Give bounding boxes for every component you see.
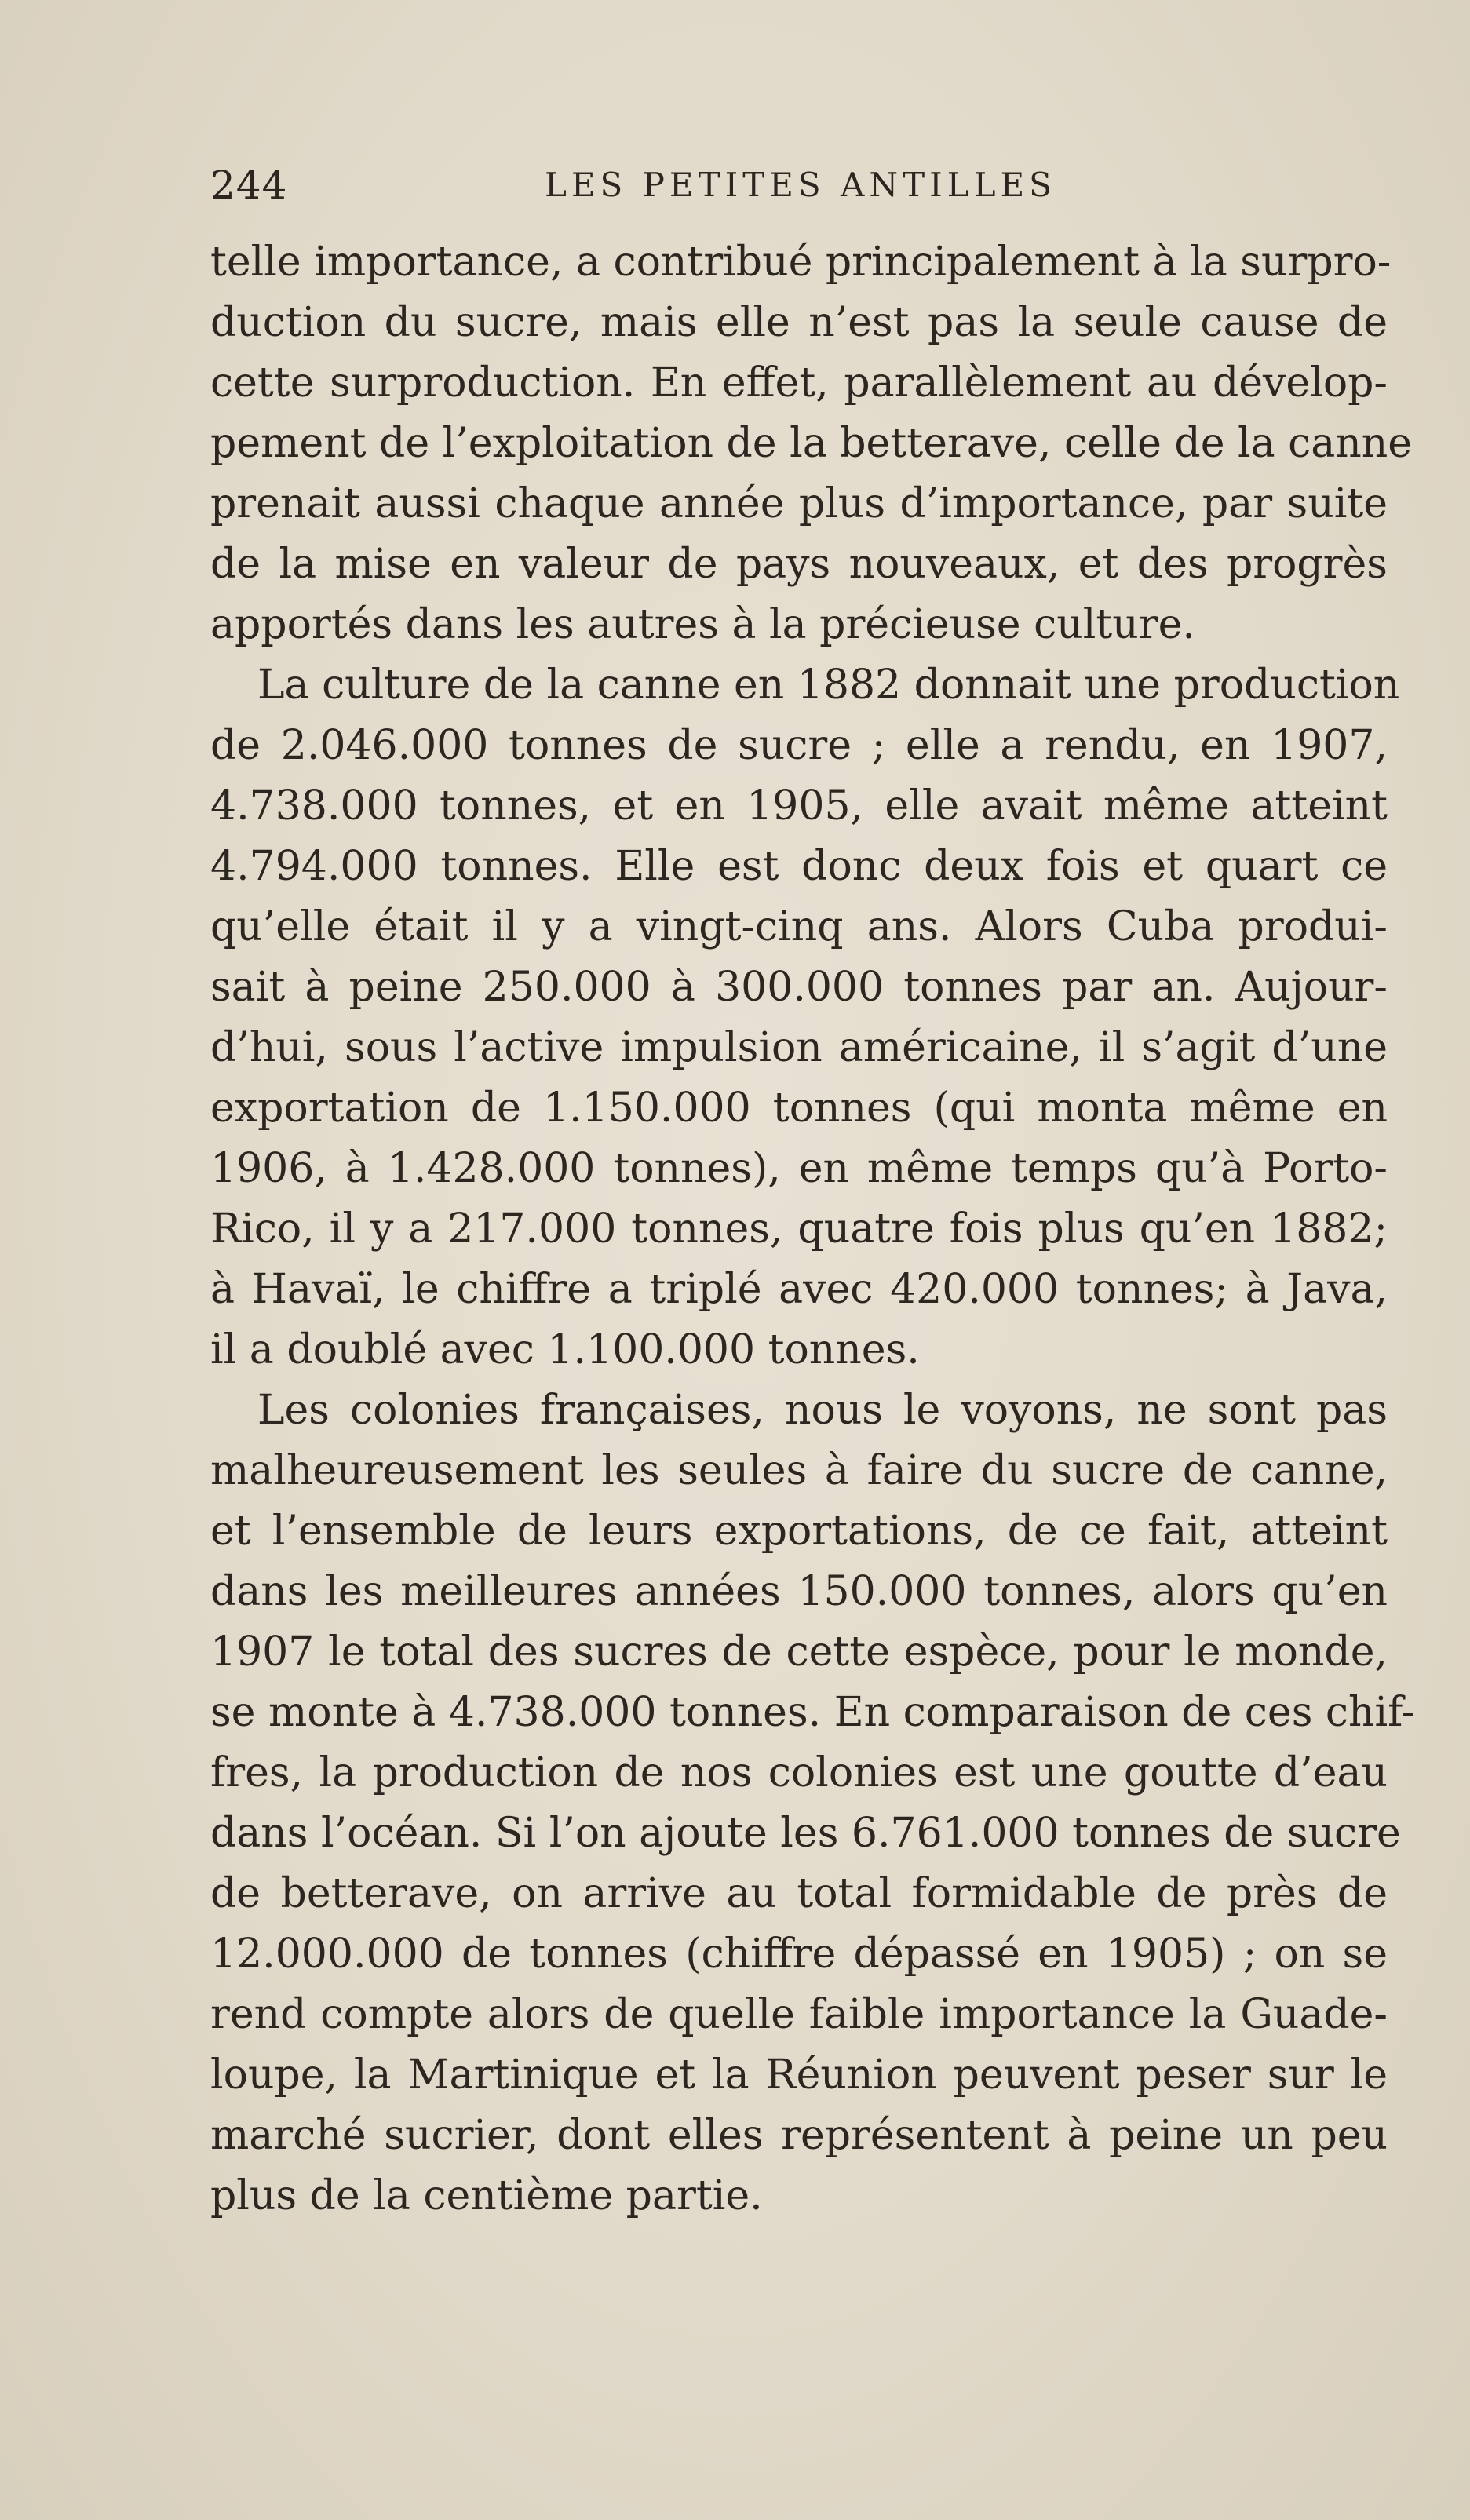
text-line: 1906, à 1.428.000 tonnes), en même temps qu’à Porto- <box>210 1145 1388 1192</box>
text-line: sait à peine 250.000 à 300.000 tonnes par an. Aujour- <box>210 964 1388 1011</box>
text-line: duction du sucre, mais elle n’est pas la seule cause de <box>210 299 1388 346</box>
text-line: marché sucrier, dont elles représentent à peine un peu <box>210 2112 1388 2159</box>
text-line: 4.794.000 tonnes. Elle est donc deux fois et quart ce <box>210 843 1388 890</box>
text-line: dans l’océan. Si l’on ajoute les 6.761.000 tonnes de sucre <box>210 1810 1401 1857</box>
text-line: fres, la production de nos colonies est une goutte d’eau <box>210 1749 1388 1796</box>
page-number: 244 <box>210 162 288 208</box>
text-line: dans les meilleures années 150.000 tonnes, alors qu’en <box>210 1568 1388 1615</box>
text-line: rend compte alors de quelle faible importance la Guade- <box>210 1991 1388 2038</box>
text-line: malheureusement les seules à faire du sucre de canne, <box>210 1447 1388 1494</box>
text-line: loupe, la Martinique et la Réunion peuvent peser sur le <box>210 2051 1388 2099</box>
text-line: de 2.046.000 tonnes de sucre ; elle a rendu, en 1907, <box>210 722 1388 769</box>
text-line: qu’elle était il y a vingt-cinq ans. Alors Cuba produi- <box>210 903 1388 950</box>
text-line: se monte à 4.738.000 tonnes. En comparaison de ces chif- <box>210 1689 1416 1736</box>
text-line: telle importance, a contribué principalement à la surpro- <box>210 239 1392 286</box>
text-line: apportés dans les autres à la précieuse culture. <box>210 601 1195 648</box>
text-line: pement de l’exploitation de la betterave, celle de la canne <box>210 420 1413 467</box>
text-line: et l’ensemble de leurs exportations, de ce fait, atteint <box>210 1508 1388 1555</box>
text-line: exportation de 1.150.000 tonnes (qui monta même en <box>210 1085 1388 1132</box>
text-line: plus de la centième partie. <box>210 2172 763 2219</box>
text-line: à Havaï, le chiffre a triplé avec 420.000 tonnes; à Java, <box>210 1266 1388 1313</box>
text-line: de betterave, on arrive au total formidable de près de <box>210 1870 1388 1917</box>
text-line: Rico, il y a 217.000 tonnes, quatre fois plus qu’en 1882; <box>210 1205 1388 1253</box>
text-line: Les colonies françaises, nous le voyons, ne sont pas <box>257 1387 1388 1434</box>
body-text <box>210 232 1416 2226</box>
text-line: cette surproduction. En effet, parallèlement au dévelop- <box>210 359 1388 407</box>
text-line: 4.738.000 tonnes, et en 1905, elle avait même atteint <box>210 782 1388 830</box>
text-line: il a doublé avec 1.100.000 tonnes. <box>210 1326 920 1373</box>
text-line: d’hui, sous l’active impulsion américaine, il s’agit d’une <box>210 1024 1388 1071</box>
running-head <box>210 154 1388 217</box>
text-line: 1907 le total des sucres de cette espèce, pour le monde, <box>210 1628 1388 1676</box>
running-title: LES PETITES ANTILLES <box>545 166 1056 204</box>
text-line: de la mise en valeur de pays nouveaux, et des progrès <box>210 541 1388 588</box>
text-line: 12.000.000 de tonnes (chiffre dépassé en 1905) ; on se <box>210 1931 1388 1978</box>
text-line: prenait aussi chaque année plus d’importance, par suite <box>210 480 1388 527</box>
text-line: La culture de la canne en 1882 donnait une production <box>257 662 1400 709</box>
